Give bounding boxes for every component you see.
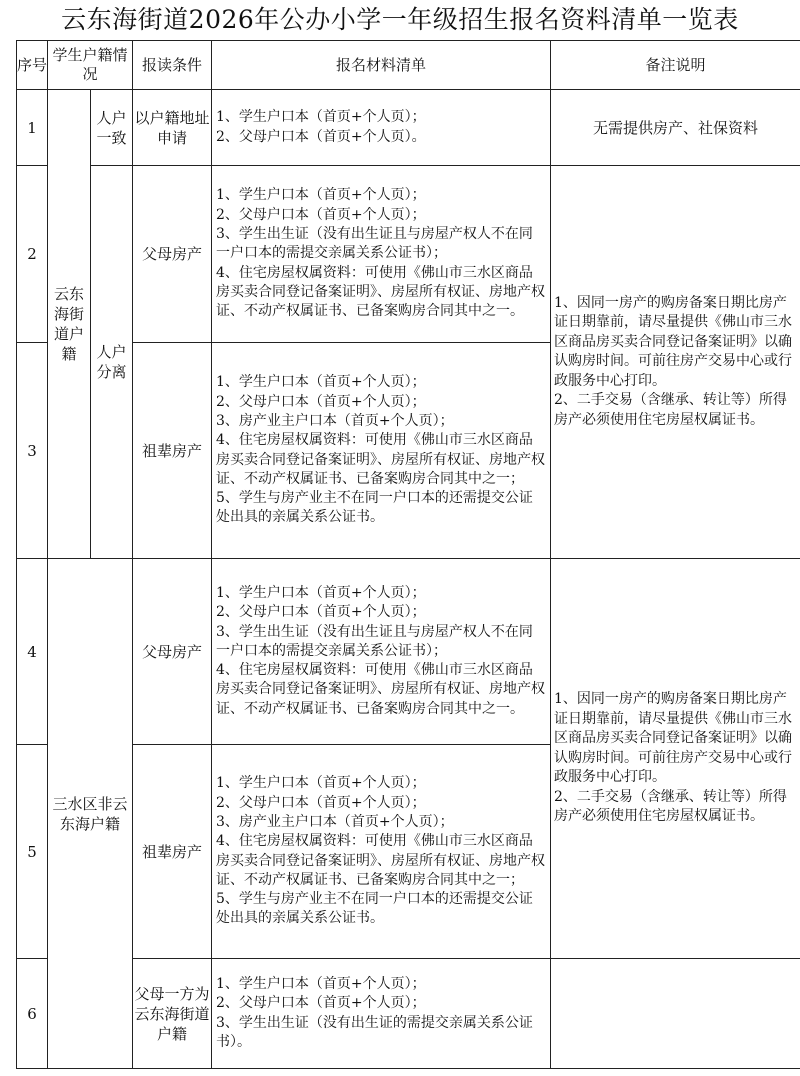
note-item: 2、二手交易（含继承、转让等）所得房产必须使用住宅房屋权属证书。	[554, 392, 787, 428]
header-materials: 报名材料清单	[212, 41, 551, 90]
page-title: 云东海街道2026年公办小学一年级招生报名资料清单一览表	[61, 5, 739, 34]
materials-cell	[212, 166, 551, 343]
header-seq: 序号	[17, 41, 48, 90]
table-row	[17, 90, 800, 166]
material-item: 3、学生出生证（没有出生证且与房屋产权人不在同一户口本的需提交亲属关系公证书）；	[216, 226, 533, 262]
material-item: 3、学生出生证（没有出生证的需提交亲属关系公证书）。	[216, 1014, 533, 1050]
table-row	[17, 559, 800, 745]
note-cell: 无需提供房产、社保资料	[551, 90, 800, 166]
subgroup-same: 人户一致	[91, 90, 133, 166]
condition-cell: 以户籍地址申请	[133, 90, 212, 166]
materials-cell	[212, 959, 551, 1069]
materials-cell	[212, 745, 551, 959]
condition-cell: 父母一方为云东海街道户籍	[133, 959, 212, 1069]
shared-note-cell	[551, 166, 800, 559]
material-item: 5、学生与房产业主不在同一户口本的还需提交公证处出具的亲属关系公证书。	[216, 490, 533, 526]
condition-cell: 父母房产	[133, 166, 212, 343]
header-household: 学生户籍情况	[48, 41, 133, 90]
material-item: 4、住宅房屋权属资料：可使用《佛山市三水区商品房买卖合同登记备案证明》、房屋所有权证、房地产权证、不动产权属证书、已备案购房合同其中之一。	[216, 662, 546, 717]
material-item: 1、学生户口本（首页+个人页）；	[216, 374, 426, 391]
note-item: 2、二手交易（含继承、转让等）所得房产必须使用住宅房屋权属证书。	[554, 788, 787, 825]
material-item: 3、房产业主户口本（首页+个人页）；	[216, 412, 454, 429]
household-group-yundonghai: 云东海街道户籍	[48, 90, 91, 559]
material-item: 1、学生户口本（首页+个人页）；	[216, 975, 426, 992]
material-item: 4、住宅房屋权属资料：可使用《佛山市三水区商品房买卖合同登记备案证明》、房屋所有权证、房地产权证、不动产权属证书、已备案购房合同其中之一。	[216, 264, 546, 320]
material-item: 2、父母户口本（首页+个人页）；	[216, 995, 426, 1012]
header-row	[17, 41, 800, 90]
note-item: 1、因同一房产的购房备案日期比房产证日期靠前，请尽量提供《佛山市三水区商品房买卖合同登记备案证明》以确认购房时间。可前往房产交易中心或行政服务中心打印。	[554, 294, 793, 389]
row-number: 2	[17, 166, 48, 343]
material-item: 4、住宅房屋权属资料：可使用《佛山市三水区商品房买卖合同登记备案证明》、房屋所有权证、房地产权证、不动产权属证书、已备案购房合同其中之一；	[216, 432, 546, 487]
materials-cell	[212, 559, 551, 745]
material-item: 2、父母户口本（首页+个人页）；	[216, 604, 426, 621]
table-row	[17, 959, 800, 1069]
subgroup-separate: 人户分离	[91, 166, 133, 559]
material-item: 2、父母户口本（首页+个人页）；	[216, 393, 426, 410]
material-item: 1、学生户口本（首页+个人页）；	[216, 109, 426, 126]
enrollment-table	[16, 40, 800, 1069]
table-row	[17, 166, 800, 343]
row-number: 3	[17, 343, 48, 559]
note-item: 1、因同一房产的购房备案日期比房产证日期靠前，请尽量提供《佛山市三水区商品房买卖合同登记备案证明》以确认购房时间。可前往房产交易中心或行政服务中心打印。	[554, 691, 793, 786]
material-item: 1、学生户口本（首页+个人页）；	[216, 187, 426, 204]
condition-cell: 父母房产	[133, 559, 212, 745]
material-item: 2、父母户口本（首页+个人页）；	[216, 794, 426, 811]
condition-cell: 祖辈房产	[133, 343, 212, 559]
material-item: 5、学生与房产业主不在同一户口本的还需提交公证处出具的亲属关系公证书。	[216, 891, 533, 927]
material-item: 2、父母户口本（首页+个人页）。	[216, 128, 426, 145]
row-number: 1	[17, 90, 48, 166]
row-number: 6	[17, 959, 48, 1069]
material-item: 2、父母户口本（首页+个人页）；	[216, 206, 426, 223]
note-cell-empty	[551, 959, 800, 1069]
header-condition: 报读条件	[133, 41, 212, 90]
condition-cell: 祖辈房产	[133, 745, 212, 959]
materials-cell	[212, 90, 551, 166]
material-item: 1、学生户口本（首页+个人页）；	[216, 584, 426, 601]
material-item: 3、房产业主户口本（首页+个人页）；	[216, 813, 454, 830]
header-notes: 备注说明	[551, 41, 800, 90]
materials-cell	[212, 343, 551, 559]
shared-note-cell	[551, 559, 800, 959]
row-number: 4	[17, 559, 48, 745]
household-group-non-yundonghai: 三水区非云东海户籍	[48, 559, 133, 1069]
row-number: 5	[17, 745, 48, 959]
material-item: 1、学生户口本（首页+个人页）；	[216, 775, 426, 792]
material-item: 3、学生出生证（没有出生证且与房屋产权人不在同一户口本的需提交亲属关系公证书）；	[216, 623, 533, 659]
material-item: 4、住宅房屋权属资料：可使用《佛山市三水区商品房买卖合同登记备案证明》、房屋所有权证、房地产权证、不动产权属证书、已备案购房合同其中之一；	[216, 833, 546, 888]
